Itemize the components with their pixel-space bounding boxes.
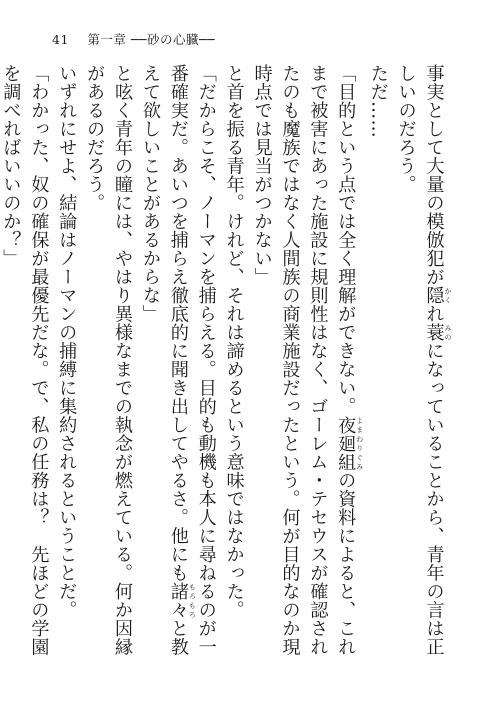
text-run: になっていることから、青年の言は正しいのだろう。 — [395, 64, 445, 656]
ruby-base: 組 — [335, 452, 357, 471]
ruby-annotation — [335, 452, 364, 472]
chapter-title: ──砂の心臓── — [130, 32, 215, 47]
paragraph — [136, 64, 220, 659]
text-run: 「目的という点では全く理解ができない。 — [335, 64, 357, 416]
text-run: 「わかった、奴の確保が最優先だな。で、私の任務は？ 先ほどの学園を調べればいいのか？」 — [0, 64, 50, 656]
ruby-reading: かく — [444, 286, 452, 305]
chapter-label: 第一章 — [87, 32, 127, 47]
ruby-base: 蓑 — [423, 323, 445, 342]
ruby-annotation — [423, 323, 452, 342]
paragraph — [52, 64, 80, 659]
text-run: と首を振る青年。けれど、それは諦めるという意味ではなかった。 — [223, 64, 245, 619]
paragraph — [0, 64, 52, 659]
ruby-base: 諸々 — [167, 582, 189, 619]
text-run: れ — [423, 304, 445, 323]
text-run: 「だからこそ、ノーマンを捕らえる。目的も動機も本人に尋ねるのが一番確実だ。あいつを捕らえ徹底的に聞き出してやるさ。他にも — [167, 64, 217, 656]
ruby-reading: よまわり — [355, 415, 364, 453]
paragraph — [220, 64, 248, 659]
ruby-reading: みの — [444, 323, 452, 342]
text-run: ただ…… — [367, 64, 389, 138]
paragraph — [364, 64, 392, 659]
ruby-base: 隠 — [423, 286, 445, 305]
text-run: いずれにせよ、結論はノーマンの捕縛に集約されるということだ。 — [56, 64, 78, 619]
ruby-annotation — [423, 286, 452, 305]
text-run: と教えて欲しいことがあるからな」 — [139, 64, 189, 656]
text-run: と呟く青年の瞳には、やはり異様なまでの執念が燃えている。何か因縁があるのだろう。 — [84, 64, 134, 656]
running-header — [52, 30, 215, 48]
ruby-annotation — [335, 415, 364, 453]
text-run: 事実として大量の模倣犯が — [423, 64, 445, 286]
ruby-reading: ぐみ — [355, 452, 364, 471]
vertical-body-text — [0, 64, 452, 659]
paragraph — [392, 64, 452, 659]
ruby-annotation — [167, 582, 197, 619]
ruby-base: 夜廻 — [335, 415, 357, 453]
page-number: 41 — [52, 32, 69, 47]
paragraph — [248, 64, 364, 659]
text-run: の資料によると、これまで被害にあった施設に規則性はなく、ゴーレム・テセウスが確認されたのも魔族ではなく人間族の商業施設だったという。何が目的なのか現時点では見当がつかない」 — [251, 64, 357, 656]
ruby-reading: もろもろ — [188, 582, 197, 619]
paragraph — [80, 64, 136, 659]
